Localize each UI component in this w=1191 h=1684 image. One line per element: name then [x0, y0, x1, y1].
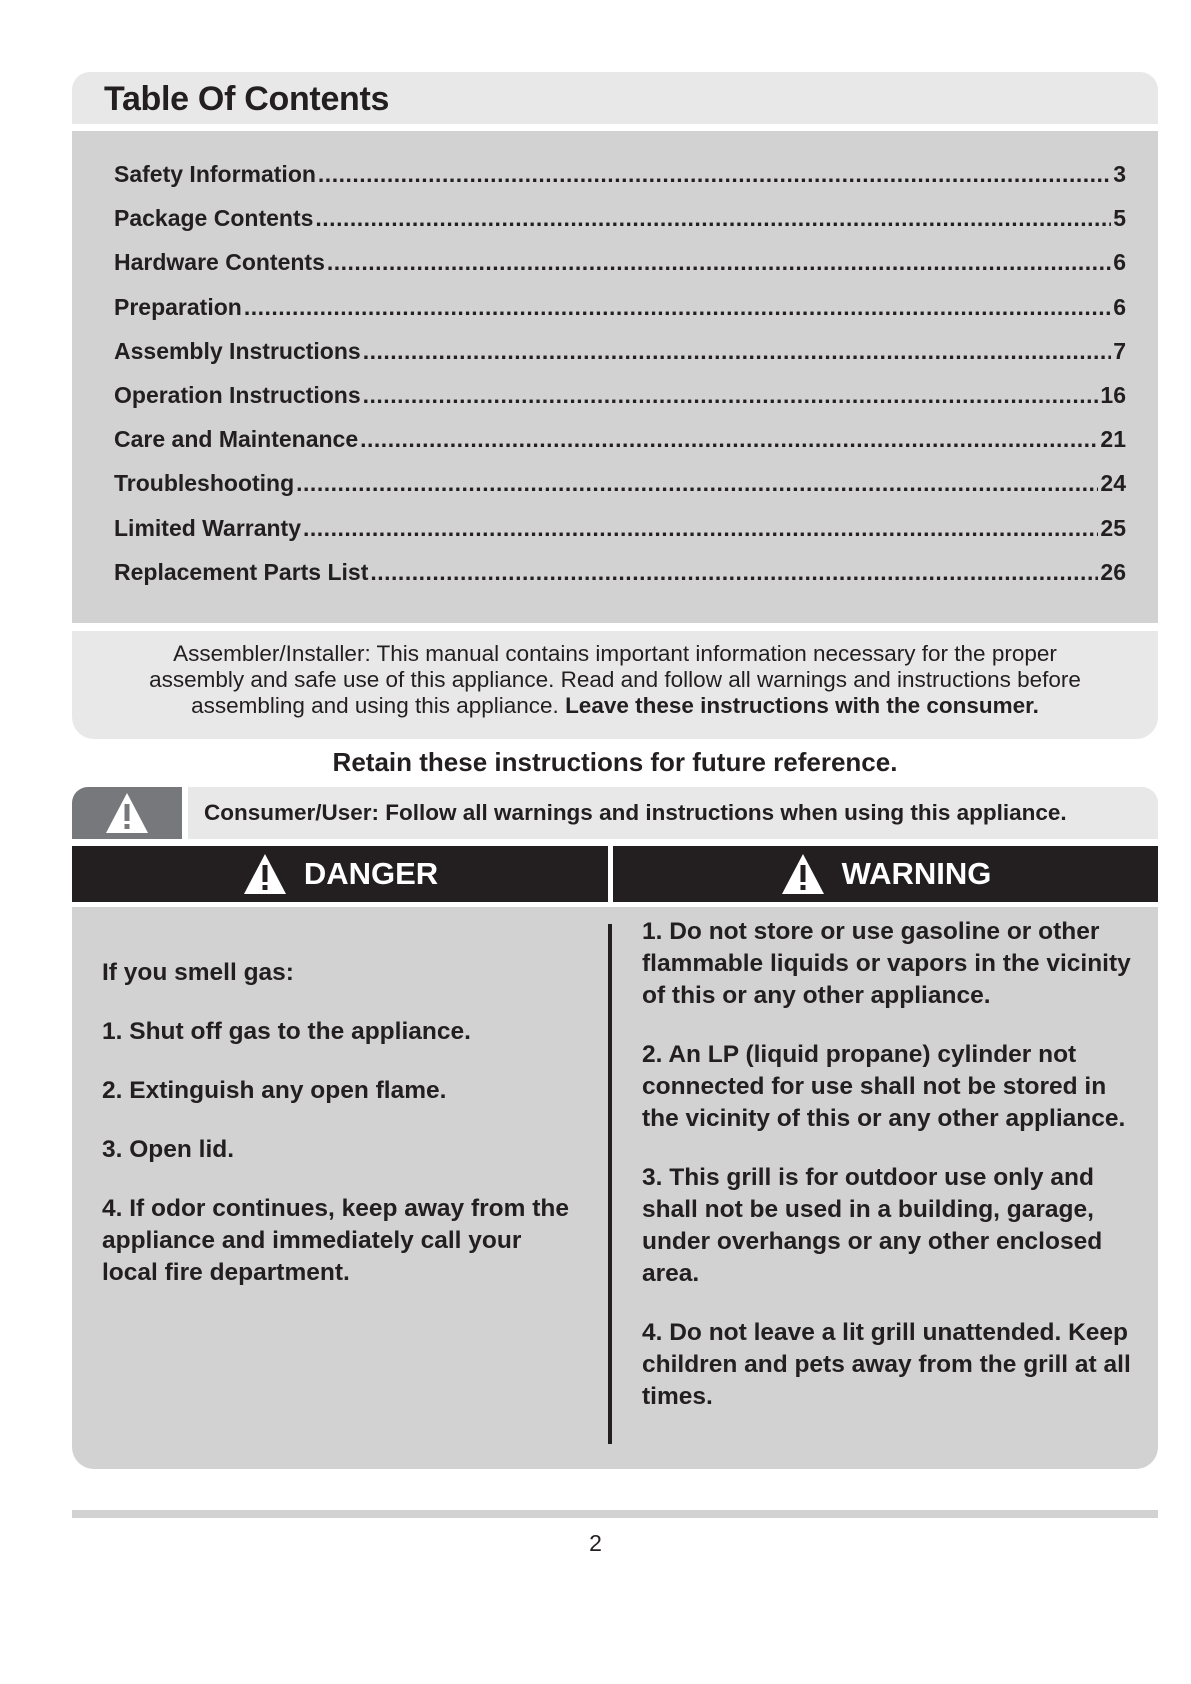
warning-header [613, 846, 1158, 902]
toc-entry-replacement-parts-list[interactable] [114, 559, 1126, 603]
toc-entry-operation-instructions[interactable] [114, 382, 1126, 426]
toc-title: Table Of Contents [104, 80, 390, 118]
toc-entry-label: Package Contents [114, 205, 314, 232]
warning-column [642, 916, 1142, 1440]
toc-entry-label: Assembly Instructions [114, 337, 361, 364]
warning-item: 2. An LP (liquid propane) cylinder not connected for use shall not be stored in the vicinity of this or any other appliance. [642, 1041, 1126, 1132]
page-number: 2 [589, 1530, 602, 1556]
consumer-alert-box [72, 787, 182, 839]
toc-entry-page: 5 [1113, 205, 1126, 232]
toc-entry-page: 25 [1100, 514, 1126, 541]
footer-rule [72, 1510, 1158, 1518]
toc-leader-dots [318, 161, 1111, 188]
toc-entry-label: Care and Maintenance [114, 426, 359, 453]
danger-item: 2. Extinguish any open flame. [102, 1077, 447, 1104]
toc-entry-preparation[interactable] [114, 294, 1126, 338]
warning-heading-text: WARNING [841, 856, 992, 891]
toc-leader-dots [370, 559, 1098, 586]
danger-intro: If you smell gas: [102, 959, 294, 986]
warning-triangle-icon [242, 852, 288, 896]
toc-entry-page: 16 [1100, 381, 1126, 408]
danger-item: 1. Shut off gas to the appliance. [102, 1018, 471, 1045]
toc-leader-dots [363, 338, 1112, 365]
toc-entry-limited-warranty[interactable] [114, 515, 1126, 559]
retain-instructions-heading: Retain these instructions for future reference. [332, 747, 898, 777]
toc-entry-hardware-contents[interactable] [114, 249, 1126, 293]
toc-entry-assembly-instructions[interactable] [114, 338, 1126, 382]
toc-leader-dots [303, 515, 1098, 542]
toc-leader-dots [244, 294, 1111, 321]
toc-leader-dots [296, 470, 1098, 497]
toc-entry-label: Limited Warranty [114, 514, 302, 541]
toc-entry-page: 6 [1113, 249, 1126, 276]
toc-entry-package-contents[interactable] [114, 205, 1126, 249]
toc-entry-label: Replacement Parts List [114, 558, 369, 585]
notice-line-1: Assembler/Installer: This manual contains important information necessary for the proper [173, 641, 1057, 666]
notice-line-3-text: assembling and using this appliance. [191, 693, 559, 718]
danger-header [72, 846, 608, 902]
toc-entry-page: 26 [1100, 558, 1126, 585]
toc-entry-label: Preparation [114, 293, 242, 320]
toc-list [114, 161, 1126, 603]
notice-emphasis: Leave these instructions with the consumer. [565, 693, 1039, 718]
toc-leader-dots [363, 382, 1099, 409]
toc-entry-label: Safety Information [114, 161, 316, 187]
toc-entry-label: Operation Instructions [114, 381, 361, 408]
safety-panel [72, 907, 1158, 1469]
toc-body [72, 131, 1158, 623]
toc-leader-dots [327, 249, 1111, 276]
toc-entry-page: 3 [1113, 161, 1126, 187]
warning-item: 4. Do not leave a lit grill unattended. Keep children and pets away from the grill at all times. [642, 1319, 1131, 1410]
column-divider [608, 924, 612, 1444]
danger-heading-text: DANGER [303, 856, 439, 891]
toc-entry-page: 7 [1113, 337, 1126, 364]
danger-item: 4. If odor continues, keep away from the appliance and immediately call your local fire department. [102, 1195, 569, 1286]
notice-line-3 [72, 693, 1158, 719]
consumer-notice: Consumer/User: Follow all warnings and instructions when using this appliance. [188, 787, 1158, 839]
warning-item: 3. This grill is for outdoor use only and shall not be used in a building, garage, under overhangs or any other enclosed area. [642, 1164, 1103, 1287]
toc-leader-dots [315, 205, 1111, 232]
warning-triangle-icon [104, 791, 150, 835]
danger-column [102, 957, 582, 1316]
toc-entry-page: 24 [1100, 470, 1126, 497]
notice-line-2: assembly and safe use of this appliance. Read and follow all warnings and instructions before [149, 667, 1081, 692]
toc-entry-care-and-maintenance[interactable] [114, 426, 1126, 470]
toc-entry-troubleshooting[interactable] [114, 470, 1126, 514]
toc-entry-safety-information[interactable] [114, 161, 1126, 205]
installer-notice [72, 631, 1158, 739]
toc-leader-dots [360, 426, 1098, 453]
warning-triangle-icon [780, 852, 826, 896]
toc-entry-label: Troubleshooting [114, 470, 295, 497]
toc-entry-page: 6 [1113, 293, 1126, 320]
danger-item: 3. Open lid. [102, 1136, 235, 1163]
toc-header [72, 72, 1158, 124]
toc-entry-label: Hardware Contents [114, 249, 325, 276]
toc-entry-page: 21 [1100, 426, 1126, 453]
warning-item: 1. Do not store or use gasoline or other flammable liquids or vapors in the vicinity of this or any other appliance. [642, 918, 1131, 1009]
